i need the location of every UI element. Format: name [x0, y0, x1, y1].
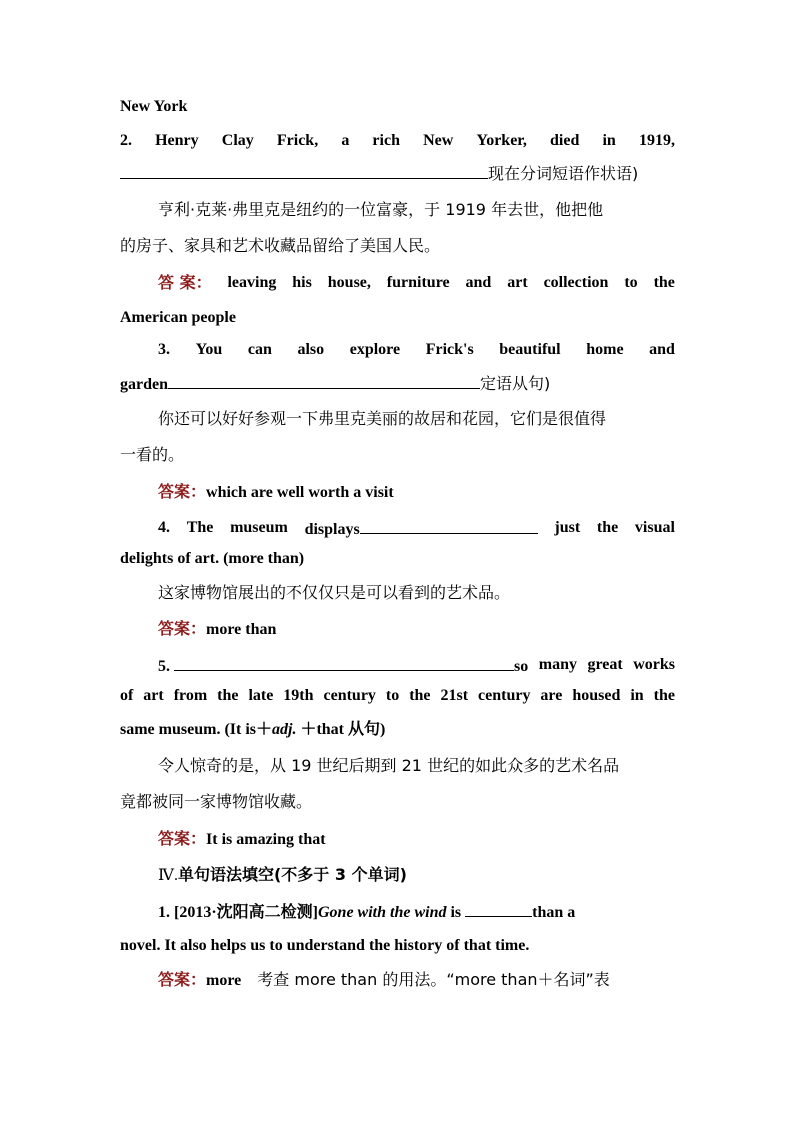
q3-hint: 定语从句) — [480, 374, 551, 393]
word: in — [630, 687, 644, 704]
word: housed — [572, 687, 621, 704]
q3-lead: garden — [120, 376, 168, 393]
word: art — [143, 687, 164, 704]
word: Yorker, — [476, 132, 527, 149]
word: century — [323, 687, 376, 704]
word: Frick's — [425, 341, 474, 358]
word: the — [596, 519, 619, 536]
q2-line-1 — [120, 131, 675, 151]
q5-line3-a: same museum. (It is＋ — [120, 721, 272, 738]
q4-translation: 这家博物馆展出的不仅仅只是可以看到的艺术品。 — [158, 583, 511, 602]
q2-hint: 现在分词短语作状语) — [488, 164, 639, 183]
q5-line-2 — [120, 686, 675, 706]
q3-line-2 — [120, 373, 675, 395]
answer-label: 答案： — [158, 482, 207, 501]
answer-text: which are well worth a visit — [206, 484, 394, 501]
word: the — [653, 274, 675, 291]
q4-answer-line — [158, 619, 675, 640]
word: to — [624, 274, 638, 291]
q5-answer-line — [158, 829, 675, 850]
word: century — [478, 687, 531, 704]
answer-blank[interactable] — [168, 373, 480, 389]
word: Henry — [155, 132, 199, 149]
word: from — [173, 687, 208, 704]
s1-prefix: 1. [2013·沈阳高二检测] — [158, 904, 318, 921]
q5-line-1 — [158, 655, 675, 677]
word: are — [540, 687, 563, 704]
q2-translation-2: 的房子、家具和艺术收藏品留给了美国人民。 — [120, 236, 441, 255]
word: a — [341, 132, 350, 149]
word: late — [248, 687, 274, 704]
q5-translation-2: 竟都被同一家博物馆收藏。 — [120, 792, 313, 811]
q5-line-3 — [120, 720, 675, 740]
word: You — [195, 341, 223, 358]
word: 19th — [283, 687, 314, 704]
word: Clay — [221, 132, 254, 149]
answer-text: more — [206, 972, 242, 989]
word: art — [507, 274, 528, 291]
s1-answer-line — [158, 970, 675, 991]
word: house, — [327, 274, 371, 291]
word: Frick, — [276, 132, 319, 149]
word: leaving — [227, 274, 277, 291]
answer-blank[interactable] — [465, 901, 532, 917]
word: just — [554, 519, 581, 536]
word: the — [409, 687, 431, 704]
q4-line-2: delights of art. (more than) — [120, 550, 305, 567]
q3-answer-line — [158, 482, 675, 503]
word: great — [587, 656, 623, 673]
q5-line3-b: ＋that 从句) — [296, 721, 386, 738]
answer-label: 答案： — [158, 619, 207, 638]
word: many — [538, 656, 577, 673]
word: in — [602, 132, 616, 149]
q2-answer-line-2: American people — [120, 309, 236, 326]
word: home — [586, 341, 624, 358]
word: and — [465, 274, 492, 291]
s1-is: is — [450, 904, 462, 921]
q3-translation-1: 你还可以好好参观一下弗里克美丽的故居和花园，它们是很值得 — [158, 409, 607, 428]
s1-line-1 — [158, 901, 675, 923]
word: to — [385, 687, 400, 704]
word: visual — [634, 519, 675, 536]
word: so — [514, 658, 529, 675]
s1-explanation: 考查 more than 的用法。“more than＋名词”表 — [257, 970, 610, 989]
word: rich — [372, 132, 400, 149]
word: 3. — [158, 341, 170, 358]
word: his — [292, 274, 312, 291]
word: also — [297, 341, 325, 358]
answer-text: more than — [206, 621, 277, 638]
word: 4. — [158, 519, 170, 536]
answer-text: It is amazing that — [206, 831, 326, 848]
word: New — [423, 132, 454, 149]
word: The — [186, 519, 214, 536]
word: explore — [349, 341, 401, 358]
answer-blank[interactable] — [120, 163, 488, 179]
word: the — [653, 687, 675, 704]
answer-blank[interactable] — [360, 518, 538, 534]
word: collection — [543, 274, 609, 291]
q5-line3-adj: adj. — [272, 721, 297, 738]
q3-line-1 — [158, 340, 675, 360]
word: beautiful — [499, 341, 561, 358]
answer-blank[interactable] — [174, 655, 514, 671]
q3-translation-2: 一看的。 — [120, 445, 185, 464]
section-heading — [158, 865, 675, 886]
word: of — [120, 687, 134, 704]
word: died — [550, 132, 580, 149]
word: 1919, — [638, 132, 675, 149]
answer-label: 答 案： — [158, 273, 212, 292]
word: displays — [304, 521, 360, 538]
word: can — [247, 341, 272, 358]
section-numeral: Ⅳ. — [158, 867, 178, 884]
word: 2. — [120, 132, 132, 149]
word: 21st — [440, 687, 469, 704]
title-line: New York — [120, 98, 188, 115]
word: works — [633, 656, 675, 673]
q4-line-1 — [158, 518, 675, 540]
answer-label: 答案： — [158, 829, 207, 848]
word: museum — [230, 519, 288, 536]
s1-after: than a — [532, 904, 576, 921]
answer-label: 答案： — [158, 970, 207, 989]
question-number: 5. — [158, 658, 170, 675]
word: the — [217, 687, 239, 704]
section-title: 单句语法填空(不多于 3 个单词) — [177, 865, 407, 884]
q2-line-2 — [120, 163, 675, 185]
q2-translation-1: 亨利·克莱·弗里克是纽约的一位富豪，于 1919 年去世，他把他 — [158, 200, 604, 219]
word: and — [649, 341, 675, 358]
q2-answer-line — [158, 273, 675, 293]
s1-line-2: novel. It also helps us to understand the history of that time. — [120, 937, 530, 954]
s1-book-title: Gone with the wind — [318, 904, 447, 921]
word: furniture — [386, 274, 450, 291]
q5-translation-1: 令人惊奇的是，从 19 世纪后期到 21 世纪的如此众多的艺术名品 — [158, 756, 620, 775]
